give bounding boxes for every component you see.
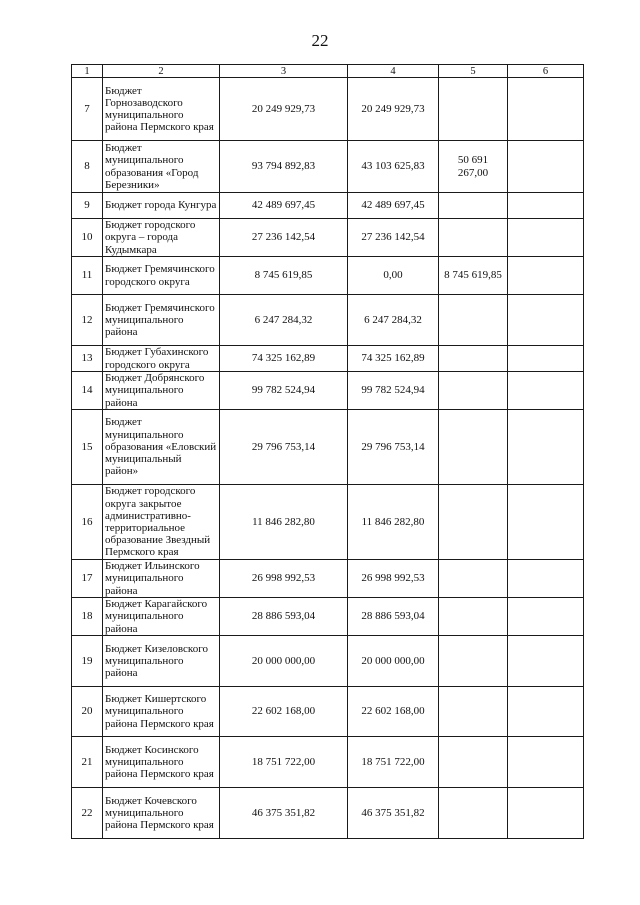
column-header: 1 [72, 65, 103, 78]
row-number-cell: 13 [72, 346, 103, 372]
table-row [72, 257, 584, 295]
budget-name-cell: Бюджет Ильинского муниципального района [103, 560, 220, 598]
row-number-cell: 20 [72, 687, 103, 737]
table-header-row [72, 65, 584, 78]
amount-cell: 11 846 282,80 [220, 485, 348, 560]
amount-cell [508, 78, 584, 141]
amount-cell: 46 375 351,82 [348, 788, 439, 839]
budget-name-cell: Бюджет Горнозаводского муниципального района Пермского края [103, 78, 220, 141]
amount-cell [508, 410, 584, 485]
amount-cell [508, 636, 584, 687]
table-row [72, 78, 584, 141]
amount-cell [439, 346, 508, 372]
amount-cell: 20 249 929,73 [348, 78, 439, 141]
row-number-cell: 22 [72, 788, 103, 839]
amount-cell: 11 846 282,80 [348, 485, 439, 560]
amount-cell: 50 691 267,00 [439, 141, 508, 193]
amount-cell: 27 236 142,54 [220, 219, 348, 257]
row-number-cell: 18 [72, 598, 103, 636]
table-row [72, 485, 584, 560]
budget-name-cell: Бюджет Кочевского муниципального района Пермского края [103, 788, 220, 839]
amount-cell: 8 745 619,85 [439, 257, 508, 295]
budget-name-cell: Бюджет Губахинского городского округа [103, 346, 220, 372]
amount-cell: 29 796 753,14 [220, 410, 348, 485]
row-number-cell: 14 [72, 372, 103, 410]
row-number-cell: 9 [72, 193, 103, 219]
table-row [72, 410, 584, 485]
table-row [72, 636, 584, 687]
amount-cell [508, 295, 584, 346]
row-number-cell: 8 [72, 141, 103, 193]
amount-cell: 18 751 722,00 [220, 737, 348, 788]
amount-cell [439, 410, 508, 485]
column-header: 3 [220, 65, 348, 78]
amount-cell [508, 372, 584, 410]
amount-cell: 8 745 619,85 [220, 257, 348, 295]
amount-cell: 26 998 992,53 [348, 560, 439, 598]
budget-name-cell: Бюджет города Кунгура [103, 193, 220, 219]
amount-cell: 29 796 753,14 [348, 410, 439, 485]
budget-name-cell: Бюджет Кишертского муниципального района Пермского края [103, 687, 220, 737]
table-row [72, 219, 584, 257]
row-number-cell: 21 [72, 737, 103, 788]
amount-cell: 74 325 162,89 [220, 346, 348, 372]
budget-name-cell: Бюджет Кизеловского муниципального района [103, 636, 220, 687]
column-header: 2 [103, 65, 220, 78]
budget-name-cell: Бюджет городского округа закрытое административно- территориальное образование Звездный Пермского края [103, 485, 220, 560]
amount-cell: 99 782 524,94 [348, 372, 439, 410]
table-row [72, 788, 584, 839]
amount-cell: 6 247 284,32 [220, 295, 348, 346]
amount-cell [508, 485, 584, 560]
amount-cell: 28 886 593,04 [348, 598, 439, 636]
table-row [72, 687, 584, 737]
table-row [72, 141, 584, 193]
amount-cell: 26 998 992,53 [220, 560, 348, 598]
column-header: 6 [508, 65, 584, 78]
amount-cell: 42 489 697,45 [348, 193, 439, 219]
amount-cell [508, 598, 584, 636]
amount-cell [439, 372, 508, 410]
budget-name-cell: Бюджет Гремячинского городского округа [103, 257, 220, 295]
amount-cell [439, 598, 508, 636]
amount-cell [508, 257, 584, 295]
table-row [72, 372, 584, 410]
amount-cell: 93 794 892,83 [220, 141, 348, 193]
budget-table [71, 64, 584, 839]
budget-name-cell: Бюджет городского округа – города Кудымкара [103, 219, 220, 257]
budget-name-cell: Бюджет Косинского муниципального района Пермского края [103, 737, 220, 788]
budget-name-cell: Бюджет Гремячинского муниципального района [103, 295, 220, 346]
amount-cell: 20 000 000,00 [220, 636, 348, 687]
amount-cell [439, 636, 508, 687]
amount-cell: 22 602 168,00 [220, 687, 348, 737]
table-row [72, 193, 584, 219]
amount-cell: 43 103 625,83 [348, 141, 439, 193]
table-row [72, 598, 584, 636]
amount-cell: 42 489 697,45 [220, 193, 348, 219]
table-row [72, 346, 584, 372]
row-number-cell: 19 [72, 636, 103, 687]
amount-cell [508, 737, 584, 788]
amount-cell: 27 236 142,54 [348, 219, 439, 257]
column-header: 5 [439, 65, 508, 78]
amount-cell: 20 000 000,00 [348, 636, 439, 687]
amount-cell [439, 485, 508, 560]
amount-cell [439, 219, 508, 257]
amount-cell [439, 193, 508, 219]
amount-cell: 28 886 593,04 [220, 598, 348, 636]
table-row [72, 737, 584, 788]
row-number-cell: 7 [72, 78, 103, 141]
amount-cell: 0,00 [348, 257, 439, 295]
column-header: 4 [348, 65, 439, 78]
budget-name-cell: Бюджет муниципального образования «Город Березники» [103, 141, 220, 193]
row-number-cell: 16 [72, 485, 103, 560]
amount-cell [439, 560, 508, 598]
amount-cell [508, 560, 584, 598]
amount-cell: 20 249 929,73 [220, 78, 348, 141]
amount-cell [508, 788, 584, 839]
budget-name-cell: Бюджет Добрянского муниципального района [103, 372, 220, 410]
amount-cell [439, 788, 508, 839]
table-row [72, 560, 584, 598]
amount-cell [439, 737, 508, 788]
amount-cell [439, 78, 508, 141]
row-number-cell: 10 [72, 219, 103, 257]
amount-cell: 6 247 284,32 [348, 295, 439, 346]
row-number-cell: 11 [72, 257, 103, 295]
row-number-cell: 15 [72, 410, 103, 485]
amount-cell [508, 346, 584, 372]
budget-name-cell: Бюджет Карагайского муниципального района [103, 598, 220, 636]
amount-cell [439, 687, 508, 737]
table-row [72, 295, 584, 346]
budget-name-cell: Бюджет муниципального образования «Еловский муниципальный район» [103, 410, 220, 485]
amount-cell: 22 602 168,00 [348, 687, 439, 737]
amount-cell: 46 375 351,82 [220, 788, 348, 839]
amount-cell [508, 193, 584, 219]
table-body [72, 65, 584, 839]
page-number: 22 [311, 31, 329, 50]
amount-cell: 99 782 524,94 [220, 372, 348, 410]
amount-cell [508, 141, 584, 193]
row-number-cell: 17 [72, 560, 103, 598]
amount-cell [439, 295, 508, 346]
amount-cell: 74 325 162,89 [348, 346, 439, 372]
amount-cell [508, 687, 584, 737]
amount-cell: 18 751 722,00 [348, 737, 439, 788]
amount-cell [508, 219, 584, 257]
row-number-cell: 12 [72, 295, 103, 346]
